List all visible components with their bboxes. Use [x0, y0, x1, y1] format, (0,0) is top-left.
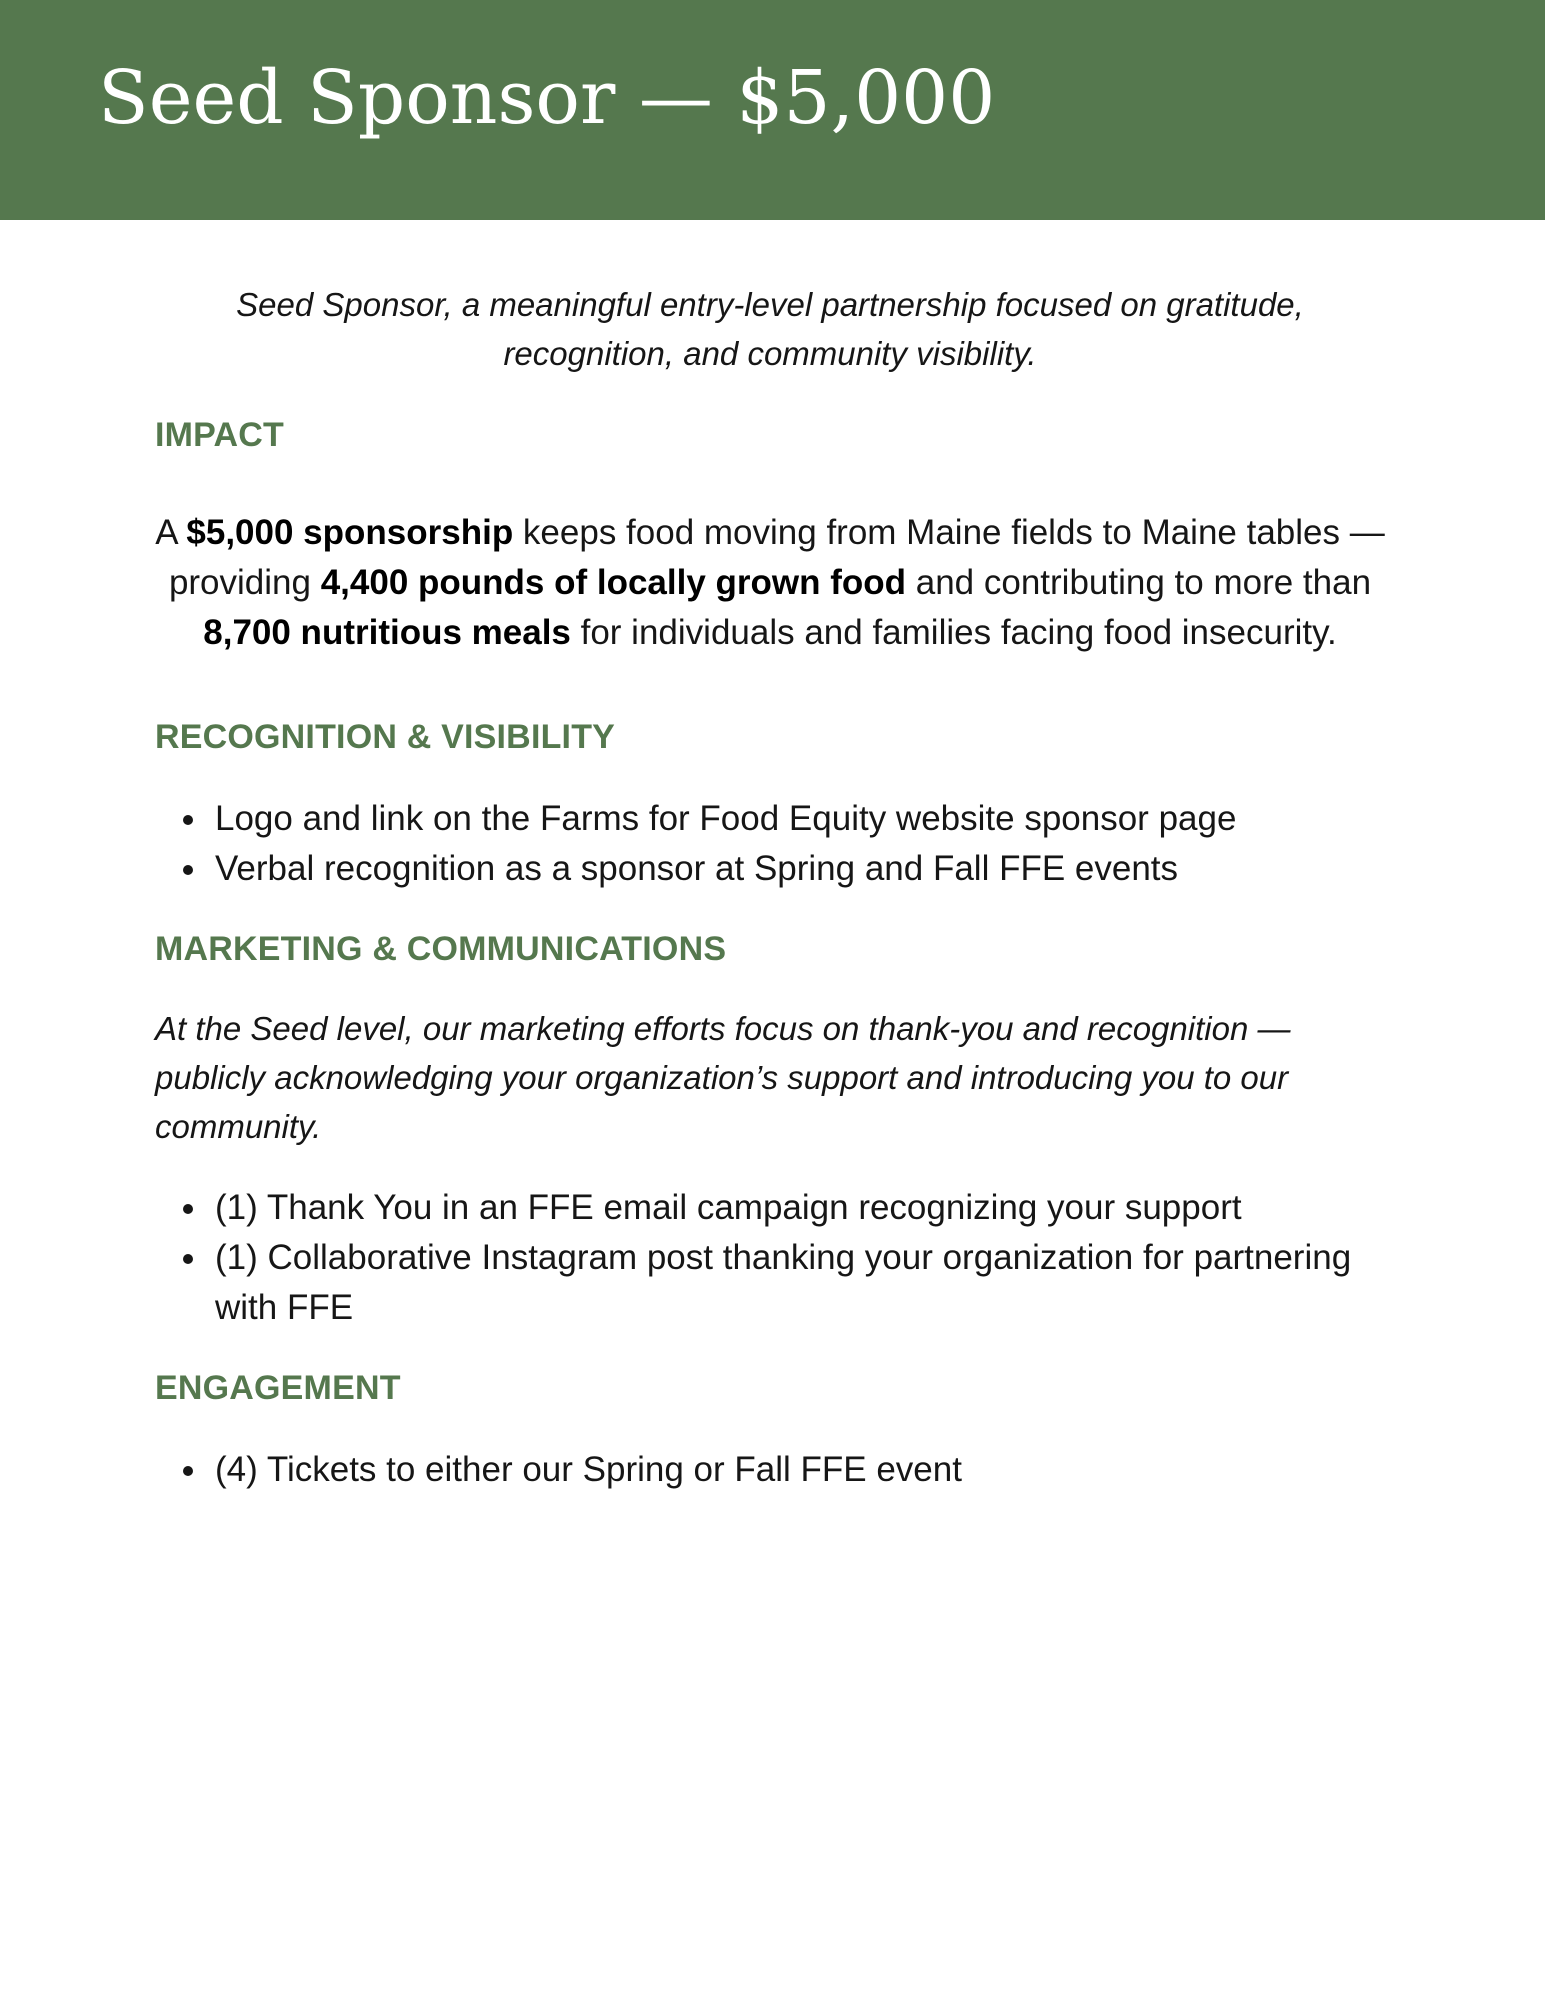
- marketing-note: At the Seed level, our marketing efforts focus on thank-you and recognition — publicly acknowledging your organization’s support and introducing you to our community.: [155, 1010, 1291, 1145]
- impact-paragraph: [155, 508, 1385, 658]
- list-item-text: Logo and link on the Farms for Food Equity website sponsor page: [215, 799, 1237, 838]
- bullet-icon: [183, 815, 193, 825]
- main-content: [155, 280, 1385, 1495]
- recognition-heading: RECOGNITION & VISIBILITY: [155, 718, 616, 756]
- list-item-text: (4) Tickets to either our Spring or Fall FFE event: [215, 1450, 962, 1489]
- impact-text-3: for individuals and families facing food insecurity.: [570, 613, 1337, 652]
- intro-text: Seed Sponsor, a meaningful entry-level partnership focused on gratitude, recognition, and community visibility.: [236, 286, 1304, 372]
- bullet-icon: [183, 1204, 193, 1214]
- list-item-text: (1) Collaborative Instagram post thanking your organization for partnering with FFE: [215, 1238, 1352, 1327]
- impact-prefix: A: [155, 513, 187, 552]
- page-title: Seed Sponsor — $5,000: [98, 55, 996, 141]
- list-item: [155, 1233, 1385, 1333]
- header-band: [0, 0, 1545, 220]
- list-item: [155, 1445, 1385, 1495]
- list-item: [155, 794, 1385, 844]
- list-item: [155, 1183, 1385, 1233]
- impact-text-1: keeps food moving from Maine fields to Maine tables — providing: [168, 513, 1385, 602]
- recognition-list: [155, 794, 1385, 894]
- list-item-text: Verbal recognition as a sponsor at Spring and Fall FFE events: [215, 849, 1179, 888]
- impact-pounds-of-food: 4,400 pounds of locally grown food: [320, 563, 907, 602]
- list-item-text: (1) Thank You in an FFE email campaign recognizing your support: [215, 1188, 1242, 1227]
- marketing-list: [155, 1183, 1385, 1333]
- bullet-icon: [183, 1466, 193, 1476]
- list-item: [155, 844, 1385, 894]
- marketing-heading: MARKETING & COMMUNICATIONS: [155, 930, 727, 968]
- bullet-icon: [183, 865, 193, 875]
- impact-heading: IMPACT: [155, 416, 284, 454]
- impact-sponsorship-amount: $5,000 sponsorship: [186, 513, 514, 552]
- impact-text-2: and contributing to more than: [906, 563, 1372, 602]
- engagement-heading: ENGAGEMENT: [155, 1369, 401, 1407]
- bullet-icon: [183, 1254, 193, 1264]
- impact-meals: 8,700 nutritious meals: [203, 613, 571, 652]
- engagement-list: [155, 1445, 1385, 1495]
